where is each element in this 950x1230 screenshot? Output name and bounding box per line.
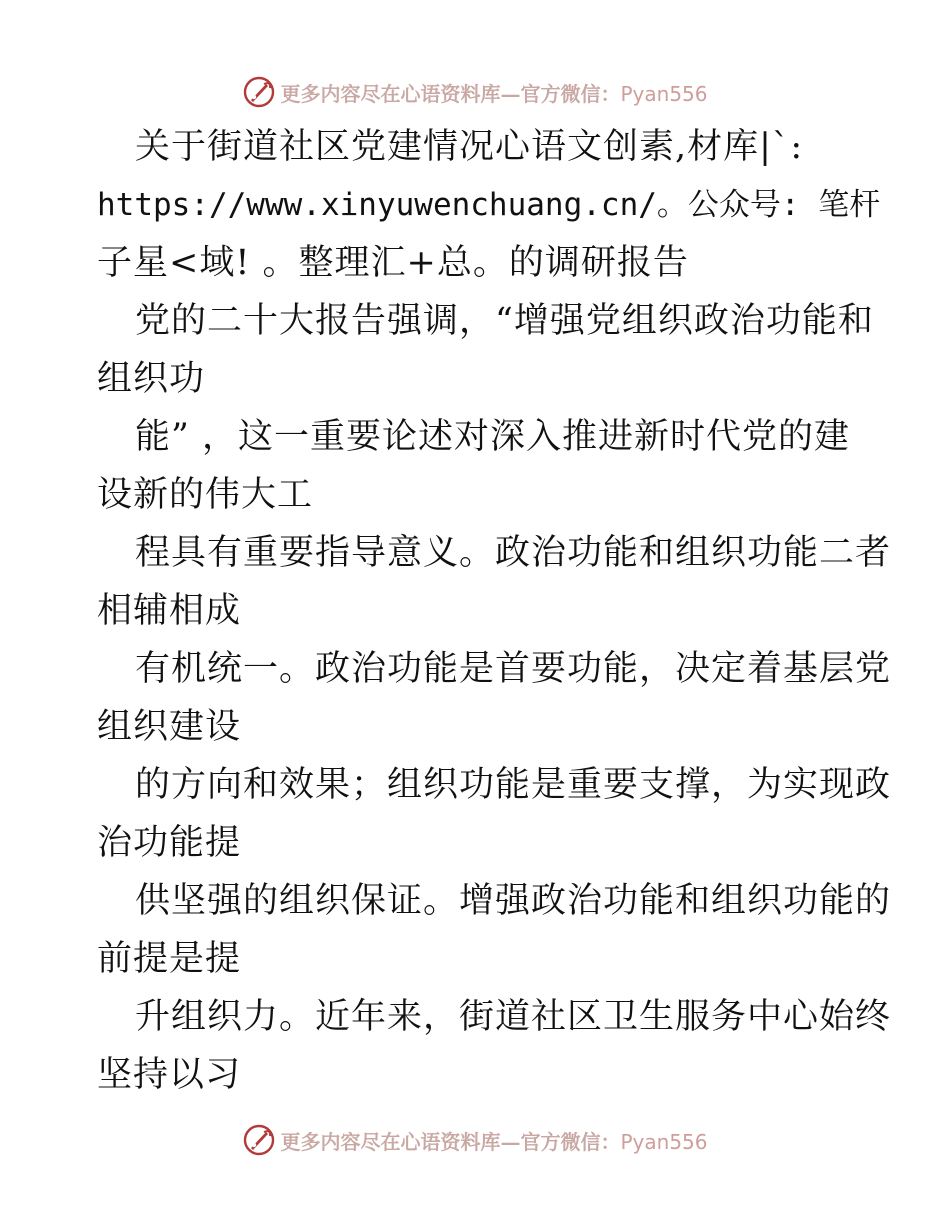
document-line: 有机统一。政治功能是首要功能，决定着基层党 [135, 649, 892, 689]
banner-text [280, 78, 707, 107]
document-line: 治功能提 [97, 823, 242, 863]
document-line: 程具有重要指导意义。政治功能和组织功能二者 [135, 533, 892, 573]
banner-wechat-id: Pyan556 [620, 81, 708, 106]
document-line: 能” ，这一重要论述对深入推进新时代党的建 [135, 417, 851, 457]
quill-pen-circle-icon [242, 75, 276, 109]
banner-label: 更多内容尽在心语资料库—官方微信： [280, 81, 621, 106]
banner-wechat-id: Pyan556 [620, 1129, 708, 1154]
footer-watermark-banner [0, 1120, 950, 1160]
document-line: 前提是提 [97, 939, 242, 979]
document-line: 坚持以习 [97, 1055, 242, 1095]
document-line: 相辅相成 [97, 591, 242, 631]
document-line: 子星<域! 。整理汇+总。的调研报告 [97, 243, 689, 283]
document-line: 供坚强的组织保证。增强政治功能和组织功能的 [135, 881, 892, 921]
header-watermark-banner [0, 72, 950, 112]
document-line: 设新的伟大工 [97, 475, 314, 515]
document-line: 升组织力。近年来，街道社区卫生服务中心始终 [135, 997, 892, 1037]
document-body [97, 118, 892, 1104]
document-line: 的方向和效果；组织功能是重要支撑，为实现政 [135, 765, 892, 805]
quill-pen-circle-icon [242, 1123, 276, 1157]
document-line-url: https://www.xinyuwenchuang.cn/。公众号: 笔杆 [97, 187, 881, 223]
banner-text [280, 1126, 707, 1155]
document-line: 党的二十大报告强调，“增强党组织政治功能和 [135, 301, 874, 341]
document-line: 组织建设 [97, 707, 242, 747]
banner-label: 更多内容尽在心语资料库—官方微信： [280, 1129, 621, 1154]
document-line: 关于街道社区党建情况心语文创素,材库|`: [135, 127, 804, 167]
document-line: 组织功 [97, 359, 206, 399]
